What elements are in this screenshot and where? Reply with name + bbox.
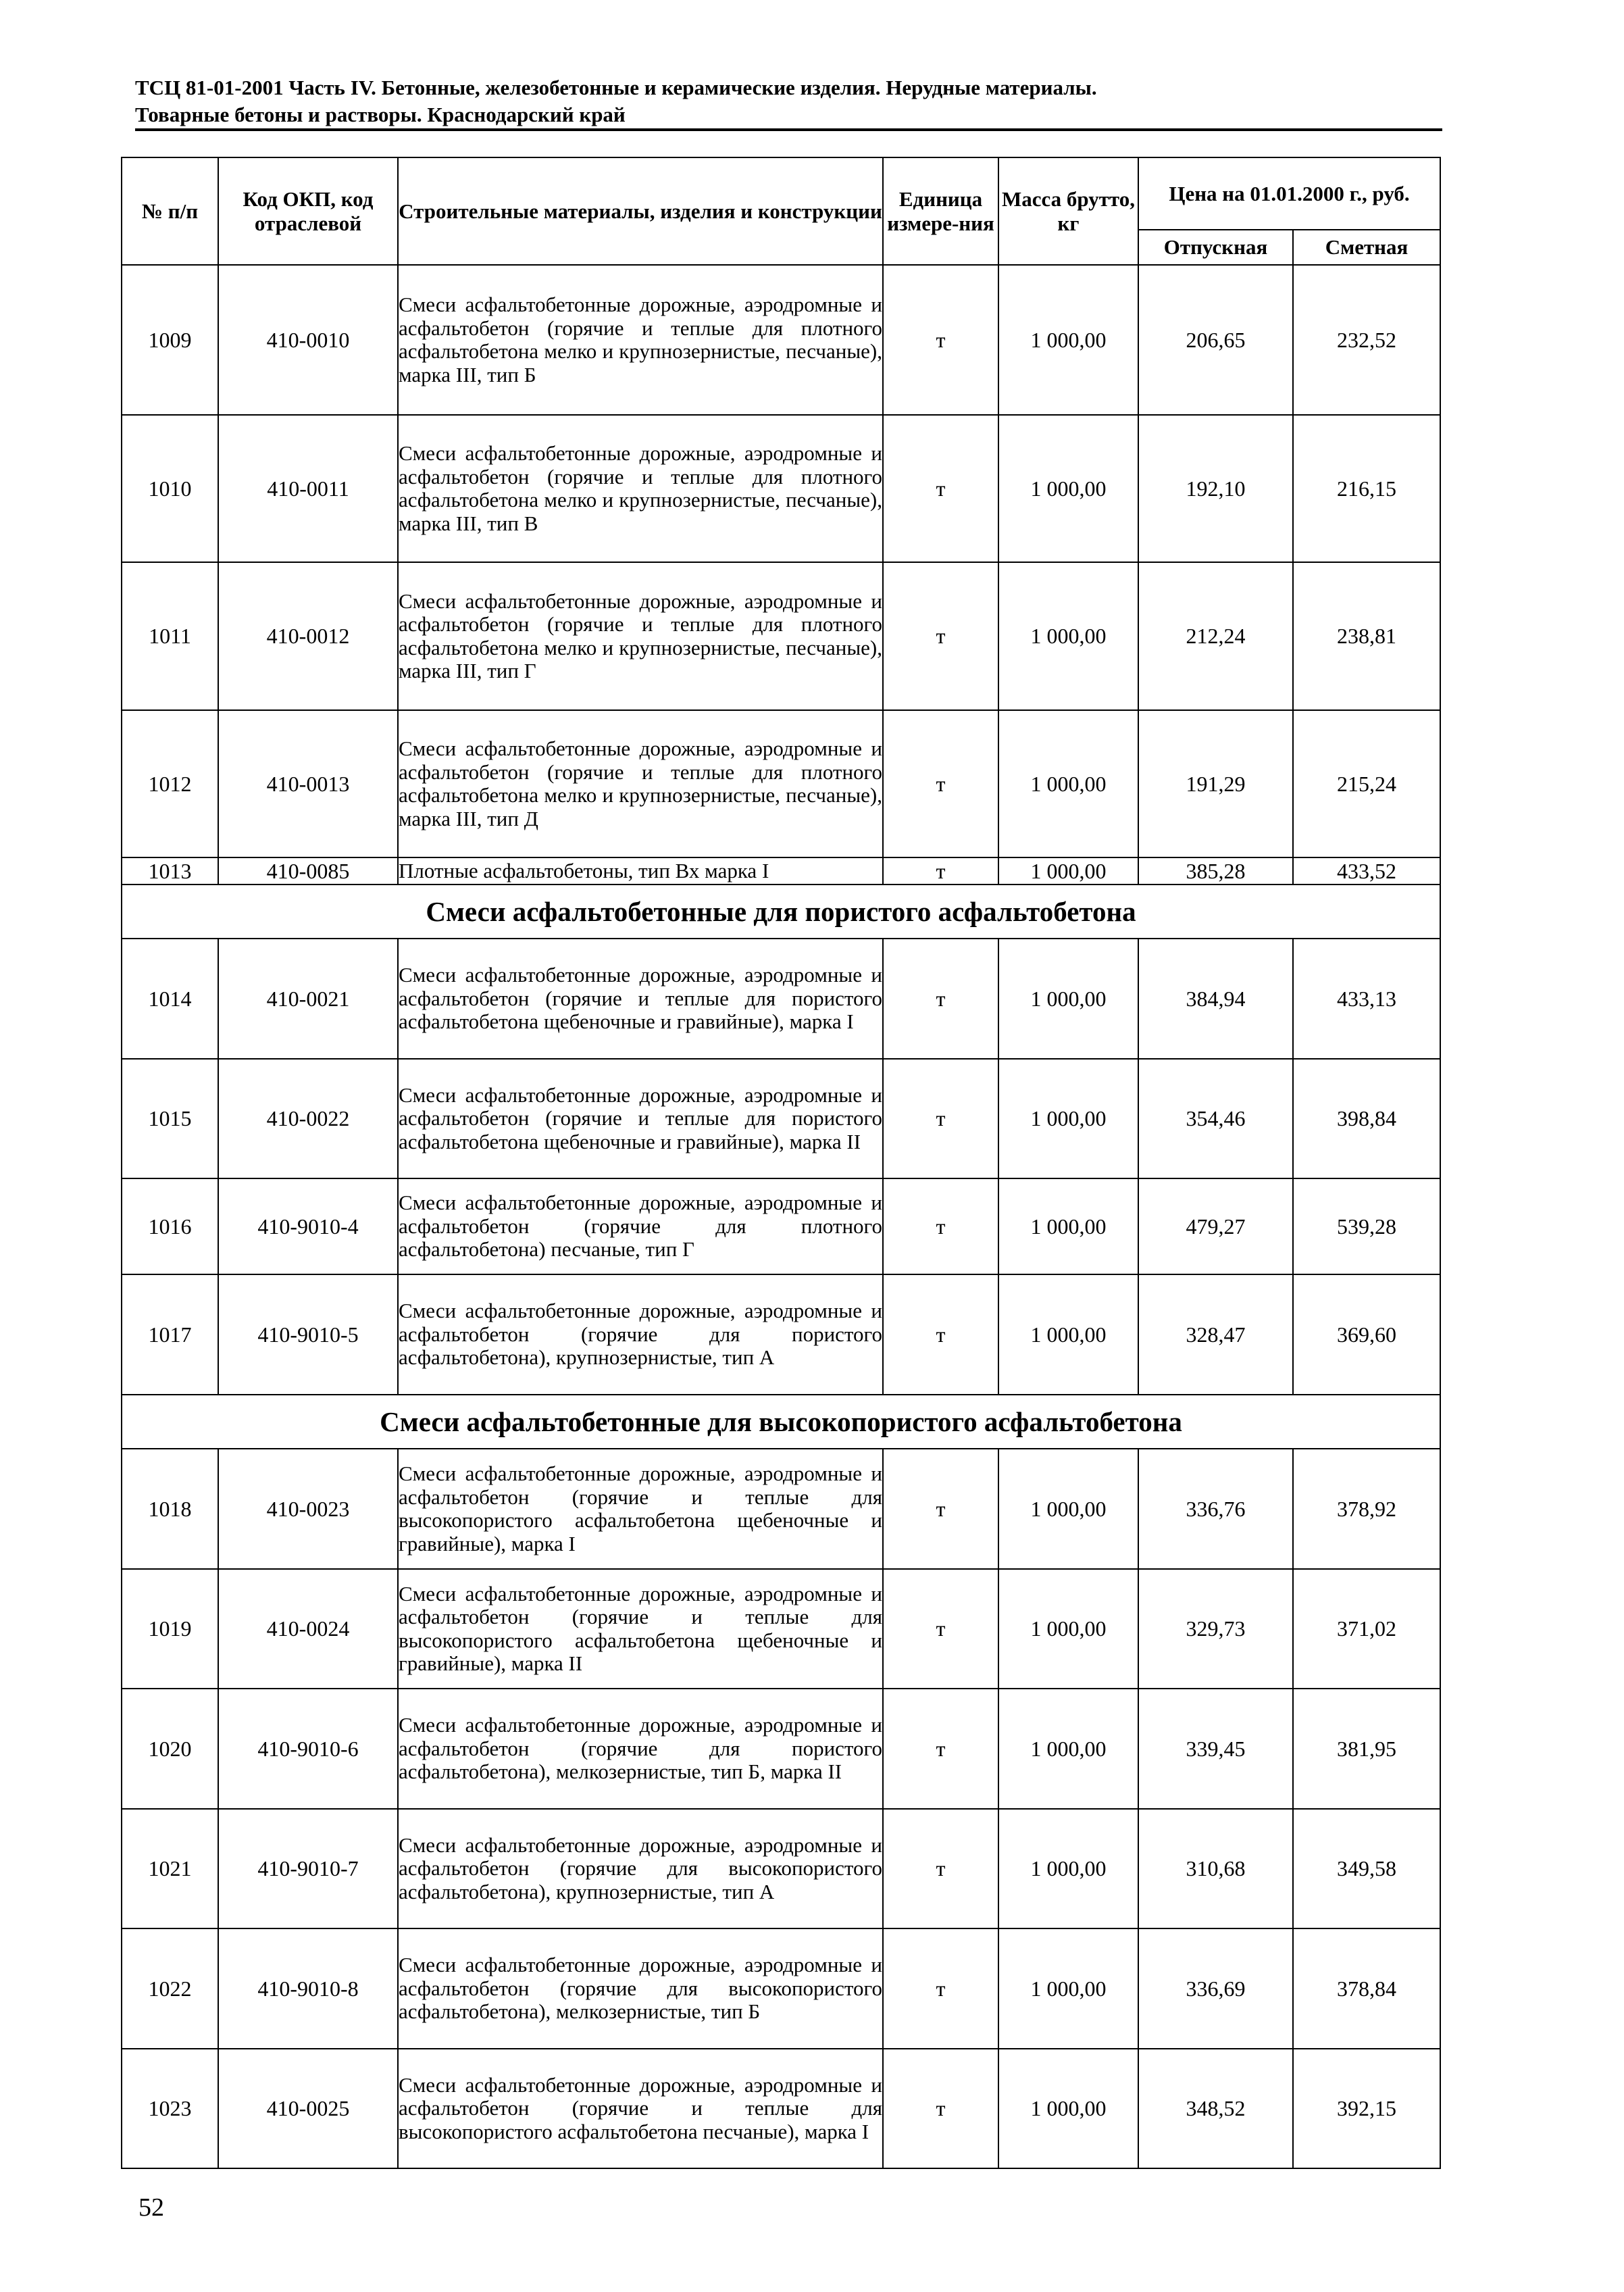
unit-of-measure: т (883, 1274, 998, 1395)
price-estimate: 539,28 (1293, 1178, 1440, 1274)
price-table (121, 157, 1441, 2169)
price-release: 328,47 (1138, 1274, 1293, 1395)
okp-code: 410-0022 (218, 1059, 398, 1178)
unit-of-measure: т (883, 1689, 998, 1809)
price-release: 191,29 (1138, 710, 1293, 857)
material-description-text: Смеси асфальтобетонные дорожные, аэродромные и асфальтобетон (горячие для высокопористого асфальтобетона), крупнозернистые, тип А (399, 1833, 882, 1903)
header-line-1: ТСЦ 81-01-2001 Часть IV. Бетонные, железобетонные и керамические изделия. Нерудные материалы. (135, 76, 1097, 99)
material-description (398, 1059, 883, 1178)
col-header-mass: Масса брутто, кг (998, 157, 1138, 265)
price-estimate: 238,81 (1293, 562, 1440, 710)
material-description (398, 857, 883, 885)
row-number: 1009 (122, 265, 218, 415)
okp-code: 410-0023 (218, 1449, 398, 1569)
price-estimate: 378,92 (1293, 1449, 1440, 1569)
table-row (122, 1809, 1440, 1928)
gross-mass: 1 000,00 (998, 265, 1138, 415)
material-description (398, 1569, 883, 1689)
price-estimate: 398,84 (1293, 1059, 1440, 1178)
table-row (122, 1059, 1440, 1178)
table-row (122, 1274, 1440, 1395)
table-row (122, 939, 1440, 1059)
price-release: 354,46 (1138, 1059, 1293, 1178)
row-number: 1012 (122, 710, 218, 857)
material-description-text: Смеси асфальтобетонные дорожные, аэродромные и асфальтобетон (горячие и теплые для пористого асфальтобетона щебеночные и гравийные), марка II (399, 1082, 882, 1153)
section-row (122, 1395, 1440, 1449)
material-description (398, 265, 883, 415)
table-row (122, 415, 1440, 562)
row-number: 1019 (122, 1569, 218, 1689)
unit-of-measure: т (883, 1449, 998, 1569)
row-number: 1023 (122, 2049, 218, 2168)
price-estimate: 215,24 (1293, 710, 1440, 857)
okp-code: 410-0025 (218, 2049, 398, 2168)
price-estimate: 232,52 (1293, 265, 1440, 415)
material-description (398, 1809, 883, 1928)
okp-code: 410-9010-8 (218, 1928, 398, 2049)
table-row (122, 1928, 1440, 2049)
col-header-price-release: Отпускная (1138, 230, 1293, 265)
unit-of-measure: т (883, 2049, 998, 2168)
price-release: 336,69 (1138, 1928, 1293, 2049)
section-row (122, 885, 1440, 939)
row-number: 1017 (122, 1274, 218, 1395)
gross-mass: 1 000,00 (998, 415, 1138, 562)
gross-mass: 1 000,00 (998, 939, 1138, 1059)
material-description-text: Смеси асфальтобетонные дорожные, аэродромные и асфальтобетон (горячие для высокопористого асфальтобетона), мелкозернистые, тип Б (399, 1953, 882, 2024)
price-release: 329,73 (1138, 1569, 1293, 1689)
unit-of-measure: т (883, 857, 998, 885)
unit-of-measure: т (883, 265, 998, 415)
material-description-text: Смеси асфальтобетонные дорожные, аэродромные и асфальтобетон (горячие для пористого асфальтобетона), крупнозернистые, тип А (399, 1299, 882, 1370)
row-number: 1014 (122, 939, 218, 1059)
unit-of-measure: т (883, 1059, 998, 1178)
material-description-text: Смеси асфальтобетонные дорожные, аэродромные и асфальтобетон (горячие и теплые для высокопористого асфальтобетона песчаные), марка I (399, 2072, 882, 2143)
header-line-2: Товарные бетоны и растворы. Краснодарский край (135, 103, 626, 126)
price-release: 384,94 (1138, 939, 1293, 1059)
price-release: 336,76 (1138, 1449, 1293, 1569)
okp-code: 410-9010-5 (218, 1274, 398, 1395)
price-estimate: 381,95 (1293, 1689, 1440, 1809)
table-row (122, 857, 1440, 885)
price-release: 192,10 (1138, 415, 1293, 562)
section-title: Смеси асфальтобетонные для пористого асфальтобетона (122, 885, 1440, 939)
price-release: 385,28 (1138, 857, 1293, 885)
material-description (398, 1689, 883, 1809)
okp-code: 410-0012 (218, 562, 398, 710)
okp-code: 410-0024 (218, 1569, 398, 1689)
price-estimate: 369,60 (1293, 1274, 1440, 1395)
price-estimate: 371,02 (1293, 1569, 1440, 1689)
gross-mass: 1 000,00 (998, 2049, 1138, 2168)
gross-mass: 1 000,00 (998, 1059, 1138, 1178)
unit-of-measure: т (883, 562, 998, 710)
material-description (398, 710, 883, 857)
table-body (122, 265, 1440, 2168)
gross-mass: 1 000,00 (998, 1689, 1138, 1809)
gross-mass: 1 000,00 (998, 710, 1138, 857)
material-description (398, 939, 883, 1059)
table-row (122, 1569, 1440, 1689)
okp-code: 410-0013 (218, 710, 398, 857)
material-description-text: Смеси асфальтобетонные дорожные, аэродромные и асфальтобетон (горячие и теплые для высокопористого асфальтобетона щебеночные и гравийные), марка I (399, 1462, 882, 1555)
row-number: 1013 (122, 857, 218, 885)
row-number: 1021 (122, 1809, 218, 1928)
unit-of-measure: т (883, 1569, 998, 1689)
col-header-unit: Единица измере-ния (883, 157, 998, 265)
material-description-text: Смеси асфальтобетонные дорожные, аэродромные и асфальтобетон (горячие и теплые для плотного асфальтобетона мелко и крупнозернистые, песчаные), марка III, тип В (399, 441, 882, 535)
row-number: 1010 (122, 415, 218, 562)
okp-code: 410-9010-4 (218, 1178, 398, 1274)
table-row (122, 562, 1440, 710)
okp-code: 410-0010 (218, 265, 398, 415)
price-estimate: 378,84 (1293, 1928, 1440, 2049)
col-header-price-estimate: Сметная (1293, 230, 1440, 265)
unit-of-measure: т (883, 1928, 998, 2049)
row-number: 1016 (122, 1178, 218, 1274)
unit-of-measure: т (883, 710, 998, 857)
price-estimate: 392,15 (1293, 2049, 1440, 2168)
row-number: 1018 (122, 1449, 218, 1569)
material-description (398, 1178, 883, 1274)
row-number: 1011 (122, 562, 218, 710)
gross-mass: 1 000,00 (998, 1449, 1138, 1569)
price-estimate: 349,58 (1293, 1809, 1440, 1928)
material-description-text: Смеси асфальтобетонные дорожные, аэродромные и асфальтобетон (горячие и теплые для плотного асфальтобетона мелко и крупнозернистые, песчаные), марка III, тип Г (399, 589, 882, 682)
okp-code: 410-9010-6 (218, 1689, 398, 1809)
material-description-text: Плотные асфальтобетоны, тип Вх марка I (399, 858, 769, 882)
unit-of-measure: т (883, 415, 998, 562)
gross-mass: 1 000,00 (998, 1178, 1138, 1274)
row-number: 1015 (122, 1059, 218, 1178)
price-release: 339,45 (1138, 1689, 1293, 1809)
gross-mass: 1 000,00 (998, 1928, 1138, 2049)
material-description (398, 562, 883, 710)
okp-code: 410-0011 (218, 415, 398, 562)
table-row (122, 710, 1440, 857)
unit-of-measure: т (883, 939, 998, 1059)
page-number: 52 (138, 2193, 164, 2222)
material-description (398, 1449, 883, 1569)
price-estimate: 433,52 (1293, 857, 1440, 885)
gross-mass: 1 000,00 (998, 562, 1138, 710)
table-row (122, 1178, 1440, 1274)
row-number: 1022 (122, 1928, 218, 2049)
document-header (135, 74, 1432, 128)
material-description (398, 415, 883, 562)
okp-code: 410-0085 (218, 857, 398, 885)
material-description-text: Смеси асфальтобетонные дорожные, аэродромные и асфальтобетон (горячие для плотного асфальтобетона) песчаные, тип Г (399, 1191, 882, 1262)
material-description-text: Смеси асфальтобетонные дорожные, аэродромные и асфальтобетон (горячие и теплые для плотного асфальтобетона мелко и крупнозернистые, песчаные), марка III, тип Д (399, 737, 882, 830)
col-header-name: Строительные материалы, изделия и конструкции (398, 157, 883, 265)
price-release: 479,27 (1138, 1178, 1293, 1274)
okp-code: 410-0021 (218, 939, 398, 1059)
material-description (398, 2049, 883, 2168)
unit-of-measure: т (883, 1178, 998, 1274)
col-header-price-group: Цена на 01.01.2000 г., руб. (1138, 157, 1440, 230)
section-title: Смеси асфальтобетонные для высокопористого асфальтобетона (122, 1395, 1440, 1449)
price-release: 206,65 (1138, 265, 1293, 415)
price-estimate: 216,15 (1293, 415, 1440, 562)
material-description-text: Смеси асфальтобетонные дорожные, аэродромные и асфальтобетон (горячие и теплые для высокопористого асфальтобетона щебеночные и гравийные), марка II (399, 1581, 882, 1675)
gross-mass: 1 000,00 (998, 857, 1138, 885)
col-header-code: Код ОКП, код отраслевой (218, 157, 398, 265)
price-release: 348,52 (1138, 2049, 1293, 2168)
material-description (398, 1928, 883, 2049)
table-row (122, 2049, 1440, 2168)
material-description (398, 1274, 883, 1395)
table-row (122, 1449, 1440, 1569)
row-number: 1020 (122, 1689, 218, 1809)
price-estimate: 433,13 (1293, 939, 1440, 1059)
gross-mass: 1 000,00 (998, 1274, 1138, 1395)
okp-code: 410-9010-7 (218, 1809, 398, 1928)
material-description-text: Смеси асфальтобетонные дорожные, аэродромные и асфальтобетон (горячие и теплые для плотного асфальтобетона мелко и крупнозернистые, песчаные), марка III, тип Б (399, 293, 882, 387)
table-row (122, 265, 1440, 415)
gross-mass: 1 000,00 (998, 1809, 1138, 1928)
price-release: 310,68 (1138, 1809, 1293, 1928)
material-description-text: Смеси асфальтобетонные дорожные, аэродромные и асфальтобетон (горячие для пористого асфальтобетона), мелкозернистые, тип Б, марка II (399, 1713, 882, 1784)
col-header-num: № п/п (122, 157, 218, 265)
table-row (122, 1689, 1440, 1809)
gross-mass: 1 000,00 (998, 1569, 1138, 1689)
price-release: 212,24 (1138, 562, 1293, 710)
material-description-text: Смеси асфальтобетонные дорожные, аэродромные и асфальтобетон (горячие и теплые для пористого асфальтобетона щебеночные и гравийные), марка I (399, 963, 882, 1034)
unit-of-measure: т (883, 1809, 998, 1928)
header-rule (135, 128, 1442, 131)
